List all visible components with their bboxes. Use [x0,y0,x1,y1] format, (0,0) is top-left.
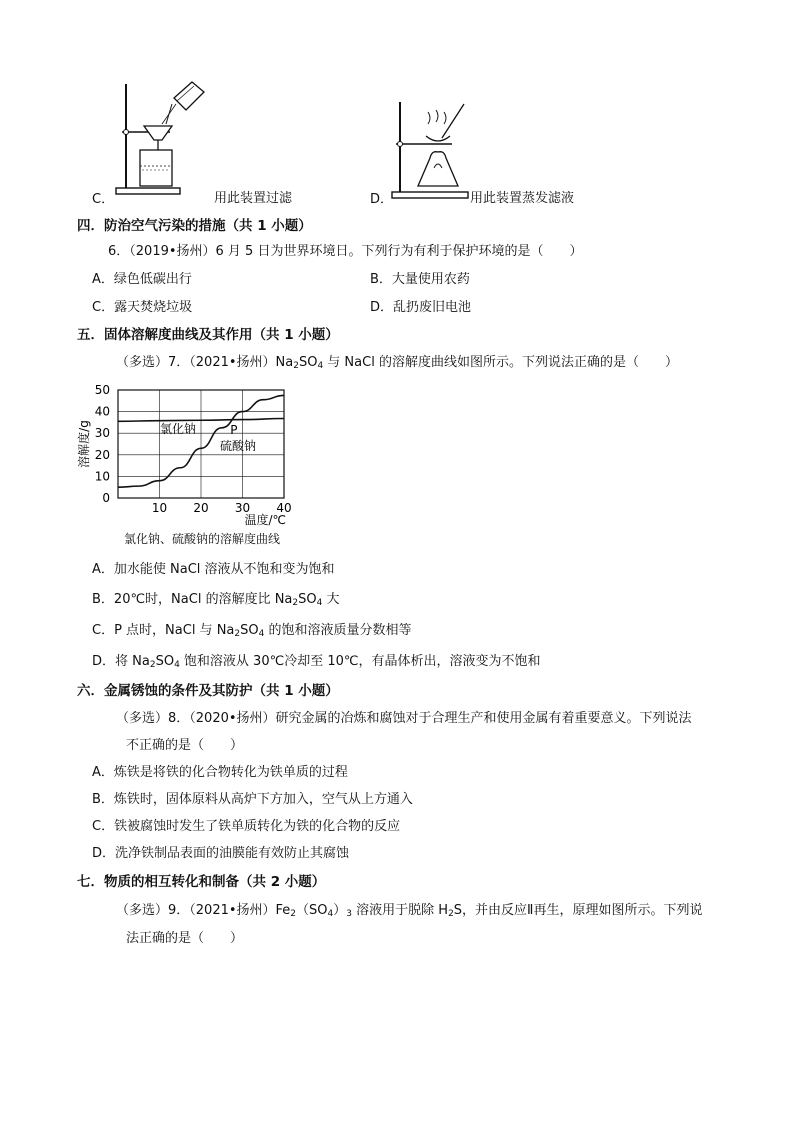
q9-mid2: ） [333,903,347,918]
y-tick-label-50: 50 [94,383,110,397]
y-tick-label-30: 30 [94,426,110,441]
q7-text-post: 与 NaCl 的溶解度曲线如图所示。下列说法正确的是（ ） [323,355,678,370]
q9-post2: S，并由反应Ⅱ再生，原理如图所示。下列说 [453,903,703,918]
evaporation-apparatus-figure [388,96,478,200]
q7-b-sub-1: 2 [292,598,299,608]
q6-option-d: D．乱扔废旧电池 [370,300,472,315]
q7-text-pre: （多选）7．（2021•扬州）Na [116,355,294,370]
q7-c-mid: SO [240,623,259,638]
option-d-letter: D． [370,192,394,207]
chart-title: 氯化钠、硫酸钠的溶解度曲线 [124,532,281,546]
q8-option-b: B．炼铁时，固体原料从高炉下方加入，空气从上方通入 [92,792,413,807]
q8-option-c: C．铁被腐蚀时发生了铁单质转化为铁的化合物的反应 [92,819,401,834]
series-label-nacl: 氯化钠 [160,422,197,436]
q7-d-mid: SO [155,654,175,669]
solubility-chart [74,378,304,528]
x-tick-label-30: 30 [234,501,251,515]
q7-b-mid: SO [298,592,317,607]
x-tick-label-10: 10 [151,501,168,515]
q7-d-pre: D．将 Na [92,654,150,669]
q7-b-post: 大 [322,592,340,607]
q9-post: 溶液用于脱除 H [352,903,449,918]
q7-b-pre: B．20℃时，NaCl 的溶解度比 Na [92,592,293,607]
point-p-label: P [230,422,238,437]
y-tick-label-0: 0 [102,491,110,505]
q7-option-a: A．加水能使 NaCl 溶液从不饱和变为饱和 [92,562,335,577]
section-5-heading: 五．固体溶解度曲线及其作用（共 1 小题） [77,327,339,343]
q8-option-a: A．炼铁是将铁的化合物转化为铁单质的过程 [92,765,348,780]
q7-b-sub-2: 4 [316,598,323,608]
q7-c-sub-1: 2 [234,629,241,639]
q8-option-d: D．洗净铁制品表面的油膜能有效防止其腐蚀 [92,846,350,861]
q7-c-sub-2: 4 [258,629,265,639]
series-label-na2so4: 硫酸钠 [220,439,257,453]
q7-c-post: 的饱和溶液质量分数相等 [264,623,412,638]
q7-option-c [92,619,411,639]
y-tick-label-40: 40 [94,404,110,419]
section-6-heading: 六．金属锈蚀的条件及其防护（共 1 小题） [77,683,339,699]
q7-sub-1: 2 [293,361,299,371]
question-7 [116,351,678,371]
option-d-caption: 用此装置蒸发滤液 [470,191,575,206]
y-tick-label-20: 20 [94,447,110,462]
q6-option-b: B．大量使用农药 [370,272,470,287]
x-tick-label-40: 40 [276,501,292,515]
q9-sub-1: 2 [290,909,297,919]
section-4-heading: 四．防治空气污染的措施（共 1 小题） [77,218,312,234]
question-8-line-1: （多选）8．（2020•扬州）研究金属的冶炼和腐蚀对于合理生产和使用金属有着重要意义。下列说法 [116,711,692,726]
q9-pre: （多选）9．（2021•扬州）Fe [116,903,291,918]
q6-option-c: C．露天焚烧垃圾 [92,300,193,315]
y-axis-label: 溶解度/g [77,420,91,468]
y-tick-label-10: 10 [94,469,110,484]
question-9-line-1 [116,899,702,919]
section-7-heading: 七．物质的相互转化和制备（共 2 小题） [77,874,326,890]
q9-mid: （SO [296,903,328,918]
x-tick-label-20: 20 [193,501,209,515]
q7-sub-2: 4 [317,361,324,371]
q9-sub-2: 4 [327,909,334,919]
q7-c-pre: C．P 点时，NaCl 与 Na [92,623,235,638]
q7-text-mid: SO [298,355,318,370]
question-9-line-2: 法正确的是（ ） [126,931,244,946]
x-axis-label: 温度/℃ [244,513,286,527]
q9-sub-4: 2 [448,909,454,919]
option-c-caption: 用此装置过滤 [214,191,293,206]
q7-option-d [92,650,540,670]
q7-option-b [92,588,340,608]
question-6: 6．（2019•扬州）6 月 5 日为世界环境日。下列行为有利于保护环境的是（ ） [108,244,583,259]
q6-option-a: A．绿色低碳出行 [92,272,192,287]
option-c-letter: C． [92,192,115,207]
filtration-apparatus-figure [112,74,222,198]
q7-d-sub-2: 4 [174,660,180,670]
q7-d-post: 饱和溶液从 30℃冷却至 10℃，有晶体析出，溶液变为不饱和 [179,654,541,669]
question-8-line-2: 不正确的是（ ） [126,738,244,753]
q9-sub-3: 3 [346,909,353,919]
q7-d-sub-1: 2 [149,660,156,670]
